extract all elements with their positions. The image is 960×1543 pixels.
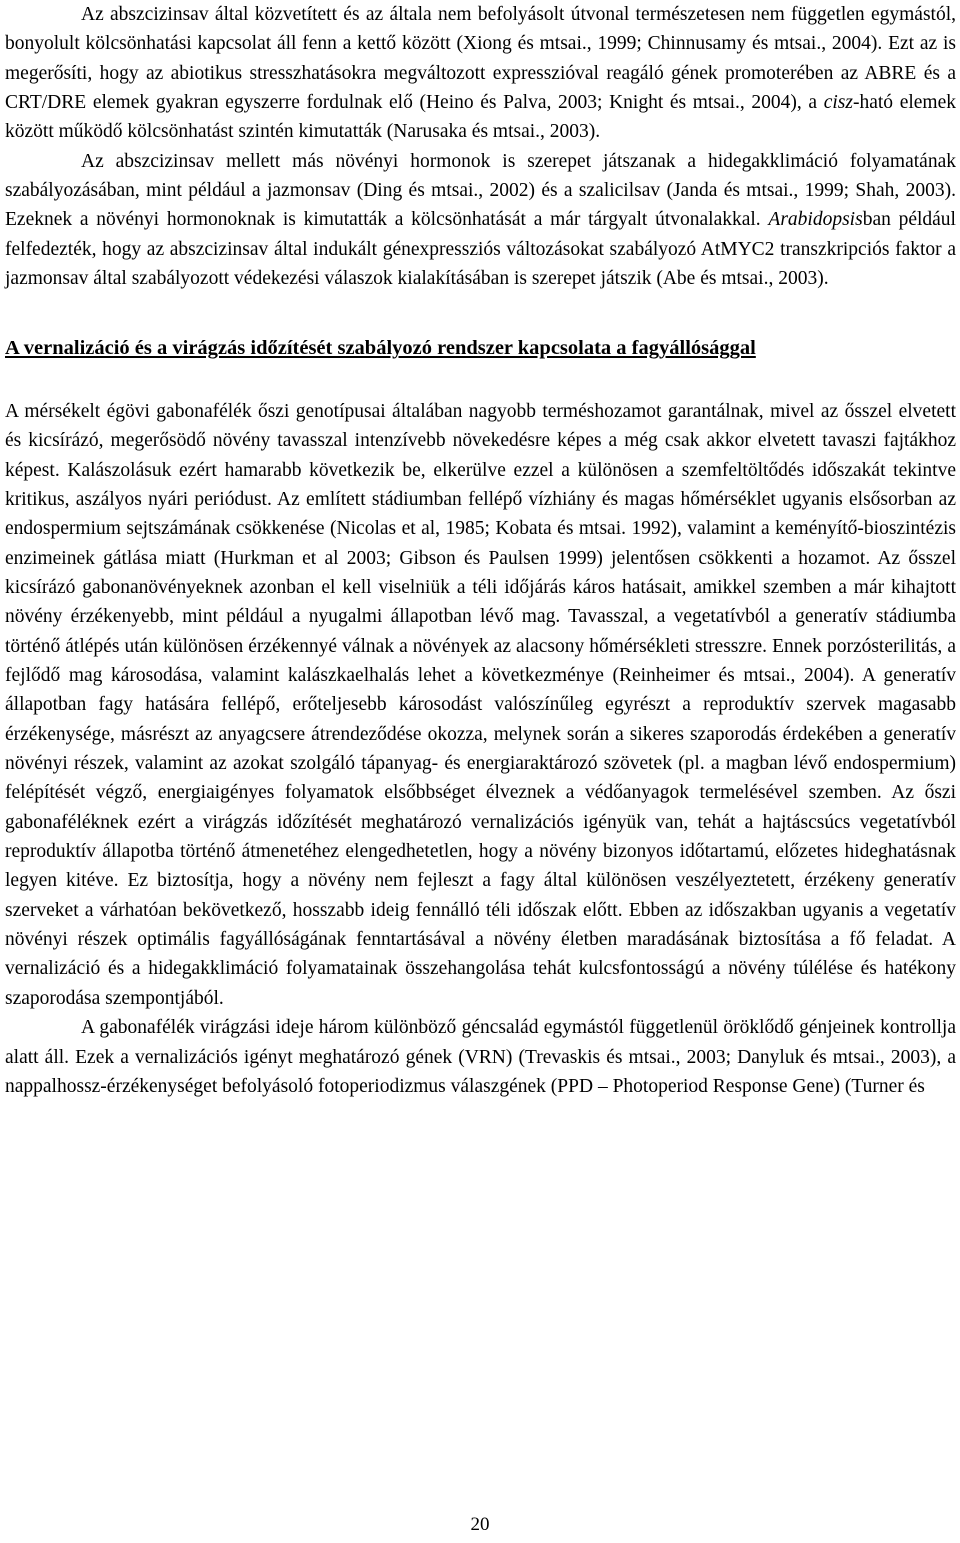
paragraph-other-hormones <box>5 147 956 294</box>
paragraph-text-continued: -ható elemek között működő kölcsönhatást szintén kimutatták (Narusaka és mtsai., 2003). <box>5 92 956 143</box>
page-number: 20 <box>470 1514 490 1535</box>
paragraph-text: Az abszcizinsav mellett más növényi hormonok is szerepet játszanak a hidegakklimáció folyamatának szabályozásában, mint például a jazmonsav (Ding és mtsai., 2002) és a szalicilsav (Janda és mtsai., 1999; Shah, 2003). Ezeknek a növényi hormonoknak is kimutatták a kölcsönhatását a már tárgyalt útvonalakkal. <box>5 150 956 231</box>
paragraph-abscisic-acid-crosstalk <box>5 0 956 147</box>
paragraph-text-continued: ban például felfedezték, hogy az abszcizinsav által indukált génexpressziós változásokat szabályozó AtMYC2 transzkripciós faktor a jazmonsav által szabályozott védekezési válaszok kialakításában is szerepet játszik (Abe és mtsai., 2003). <box>5 209 956 290</box>
paragraph-winter-cereals: A mérsékelt égövi gabonafélék őszi genotípusai általában nagyobb terméshozamot garantálnak, mivel az ősszel elvetett és kicsírázó, megerősödő növény tavasszal intenzívebb növekedésre képes a még csak akkor elvetett tavaszi fajtákhoz képest. Kalászolásuk ezért hamarabb következik be, elkerülve ezzel a különösen a szemfeltöltődés időszakát tekintve kritikus, aszályos nyári periódust. Az említett stádiumban fellépő vízhiány és magas hőmérséklet ugyanis elsősorban az endospermium sejtszámának csökkenése (Nicolas et al, 1985; Kobata és mtsai. 1992), valamint a keményítő-bioszintézis enzimeinek gátlása miatt (Hurkman et al 2003; Gibson és Paulsen 1999) jelentősen csökkenti a hozamot. Az ősszel kicsírázó gabonanövényeknek azonban el kell viselniük a téli időjárás káros hatásait, amikkel szemben a már kihajtott növény érzékenyebb, mint például a nyugalmi állapotban lévő mag. Tavasszal, a vegetatívból a generatív stádiumba történő átlépés után különösen érzékennyé válnak a növények az alacsony hőmérsékleti stresszre. Ennek porzósterilitás, a fejlődő mag károsodása, valamint kalászkaelhalás lehet a következménye (Reinheimer és mtsai., 2004). A generatív állapotban fagy hatására fellépő, erőteljesebb károsodást valószínűleg egyrészt a reproduktív szervek magasabb érzékenysége, másrészt az anyagcsere átrendeződése okozza, melynek során a sikeres szaporodás érdekében a generatív növényi részek, valamint az azokat szolgáló tápanyag- és energiaraktározó szövetek (pl. a magban lévő endospermium) felépítését végző, energiaigényes folyamatok elsőbbséget élveznek a védőanyagok termelésével szemben. Az őszi gabonaféléknek ezért a virágzás időzítését meghatározó vernalizációs igényük van, tehát a hajtáscsúcs vegetatívból reproduktív állapotba történő átmenetéhez elengedhetetlen, hogy a növény bizonyos időtartamú, előzetes hideghatásnak legyen kitéve. Ez biztosítja, hogy a növény nem fejleszt a fagy által különösen veszélyeztetett, érzékeny generatív szerveket a várhatóan bekövetkező, hosszabb ideig fennálló téli időszak előtt. Ebben az időszakban ugyanis a vegetatív növényi részek optimális fagyállóságának fenntartásával a növény életben maradásának biztosítása a fő feladat. A vernalizáció és a hidegakklimáció folyamatainak összehangolása tehát kulcsfontosságú a növény túlélése és hatékony szaporodása szempontjából. <box>5 400 956 1009</box>
italic-term: Arabidopsis <box>768 209 863 231</box>
section-heading: A vernalizáció és a virágzás időzítését szabályozó rendszer kapcsolata a fagyállósággal <box>5 337 756 360</box>
paragraph-flowering-genes: A gabonafélék virágzási ideje három különböző géncsalád egymástól függetlenül öröklődő génjeinek kontrollja alatt áll. Ezek a vernalizációs igényt meghatározó gének (VRN) (Trevaskis és mtsai., 2003; Danyluk és mtsai., 2003), a nappalhossz-érzékenységet befolyásoló fotoperiodizmus válaszgének (PPD – Photoperiod Response Gene) (Turner és <box>5 1017 956 1097</box>
paragraph-text: Az abszcizinsav által közvetített és az általa nem befolyásolt útvonal természetesen nem független egymástól, bonyolult kölcsönhatási kapcsolat áll fenn a kettő között (Xiong és mtsai., 1999; Chinnusamy és mtsai., 2004). Ezt az is megerősíti, hogy az abiotikus stresszhatásokra megváltozott expresszióval reagáló gének promoterében az ABRE és a CRT/DRE elemek gyakran egyszerre fordulnak elő (Heino és Palva, 2003; Knight és mtsai., 2004), a <box>5 4 956 114</box>
document-page <box>5 0 956 1101</box>
italic-term: cisz <box>823 92 853 114</box>
